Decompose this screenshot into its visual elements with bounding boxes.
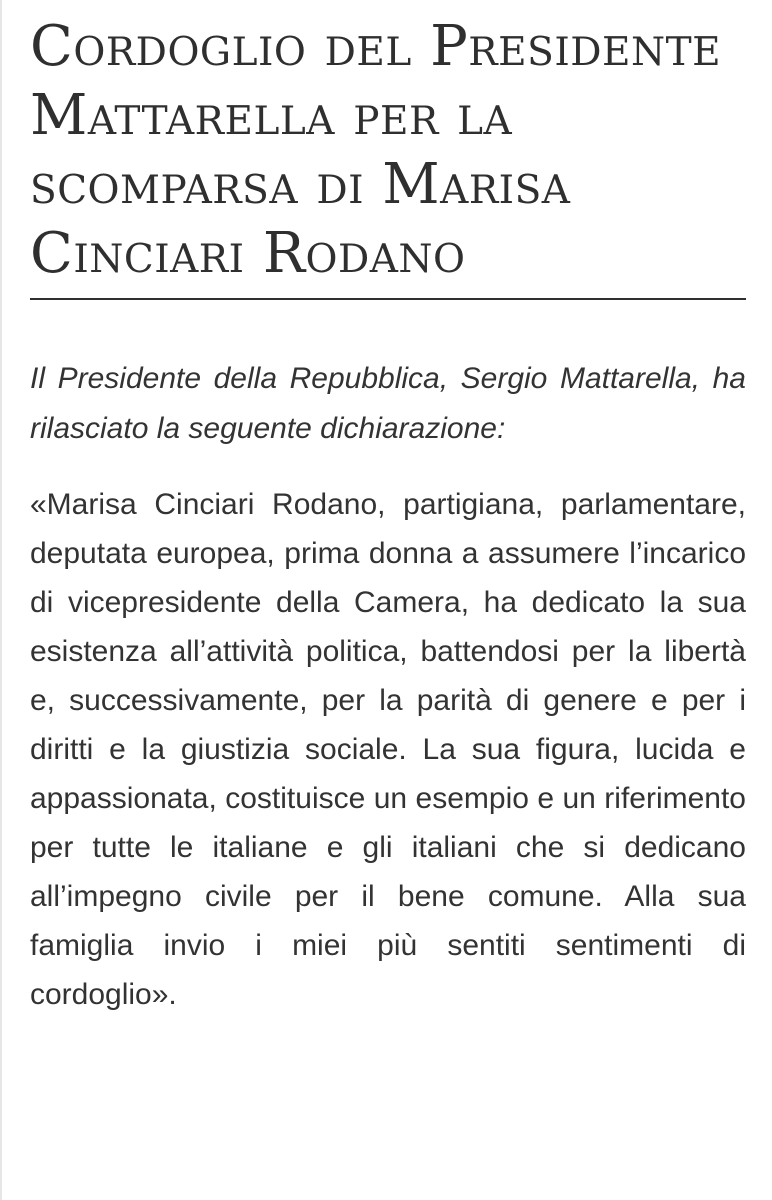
article bbox=[30, 12, 746, 1019]
article-intro: Il Presidente della Repubblica, Sergio Mattarella, ha rilasciato la seguente dichiarazione: bbox=[30, 362, 746, 445]
article-title: Cordoglio del Presidente Mattarella per la scomparsa di Marisa Cinciari Rodano bbox=[30, 14, 722, 286]
title-underline bbox=[30, 298, 746, 300]
article-quote: «Marisa Cinciari Rodano, partigiana, parlamentare, deputata europea, prima donna a assumere l’incarico di vicepresidente della Camera, ha dedicato la sua esistenza all’attività politica, battendosi per la libertà e, successivamente, per la parità di genere e per i diritti e la giustizia sociale. La sua figura, lucida e appassionata, costituisce un esempio e un riferimento per tutte le italiane e gli italiani che si dedicano all’impegno civile per il bene comune. Alla sua famiglia invio i miei più sentiti sentimenti di cordoglio». bbox=[30, 488, 746, 1011]
left-edge-divider bbox=[0, 0, 2, 1200]
